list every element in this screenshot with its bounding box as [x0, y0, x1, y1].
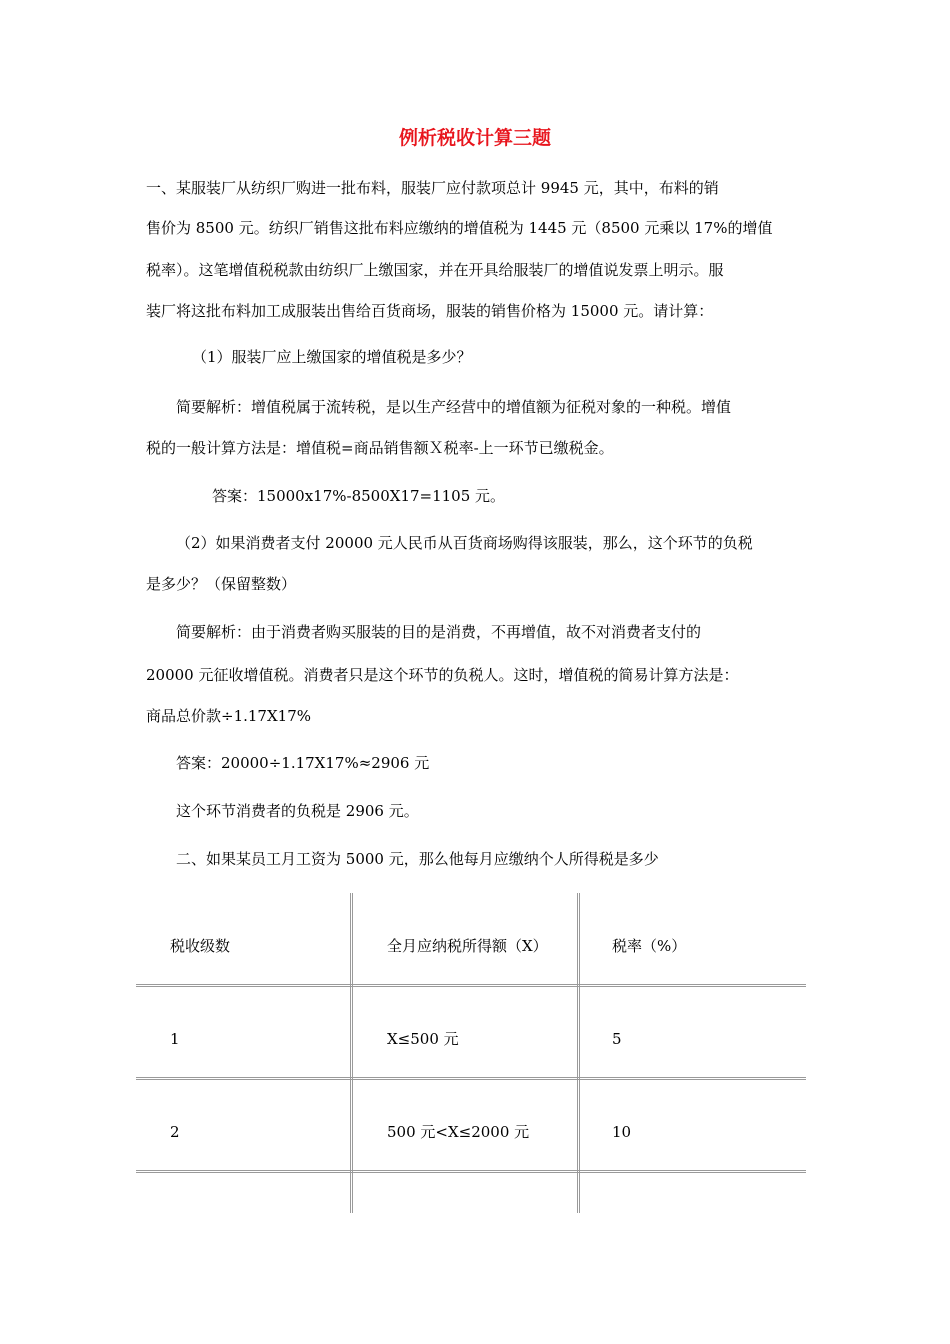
question-2-line-2: 是多少？（保留整数）: [146, 575, 297, 593]
question-2-line-1: （2）如果消费者支付 20000 元人民币从百货商场购得该服装，那么，这个环节的负税: [176, 534, 753, 552]
table-column-divider: [350, 893, 353, 1213]
problem2-question: 二、如果某员工月工资为 5000 元，那么他每月应缴纳个人所得税是多少: [176, 850, 659, 868]
analysis-1-line-1: 简要解析：增值税属于流转税，是以生产经营中的增值额为征税对象的一种税。增值: [176, 398, 732, 416]
analysis-2-line-2: 20000 元征收增值税。消费者只是这个环节的负税人。这时，增值税的简易计算方法是：: [146, 666, 739, 684]
table-header-level: 税收级数: [170, 937, 231, 955]
table-row-divider: [136, 1170, 806, 1173]
analysis-2-line-3: 商品总价款÷1.17X17%: [146, 707, 311, 725]
table-cell-level: 2: [170, 1123, 180, 1141]
problem1-line-1: 一、某服装厂从纺织厂购进一批布料，服装厂应付款项总计 9945 元，其中，布料的销: [146, 179, 719, 197]
conclusion: 这个环节消费者的负税是 2906 元。: [176, 802, 419, 820]
analysis-2-line-1: 简要解析：由于消费者购买服装的目的是消费，不再增值，故不对消费者支付的: [176, 623, 702, 641]
answer-1: 答案：15000x17%-8500X17=1105 元。: [212, 487, 506, 505]
table-cell-rate: 5: [612, 1030, 622, 1048]
problem1-line-4: 装厂将这批布料加工成服装出售给百货商场，服装的销售价格为 15000 元。请计算：: [146, 302, 714, 320]
table-row-divider: [136, 984, 806, 987]
question-1: （1）服装厂应上缴国家的增值税是多少？: [192, 348, 472, 366]
table-cell-income: X≤500 元: [387, 1030, 459, 1048]
table-header-income: 全月应纳税所得额（X）: [387, 937, 548, 955]
table-header-rate: 税率（%）: [612, 937, 687, 955]
tax-rate-table: [136, 893, 806, 1213]
table-row-divider: [136, 1077, 806, 1080]
table-cell-level: 1: [170, 1030, 180, 1048]
problem1-line-3: 税率）。这笔增值税税款由纺织厂上缴国家，并在开具给服装厂的增值说发票上明示。服: [146, 261, 724, 279]
table-column-divider: [577, 893, 580, 1213]
problem1-line-2: 售价为 8500 元。纺织厂销售这批布料应缴纳的增值税为 1445 元（8500 元乘以 17%的增值: [146, 219, 773, 237]
analysis-1-line-2: 税的一般计算方法是：增值税=商品销售额Ｘ税率-上一环节已缴税金。: [146, 439, 614, 457]
table-cell-rate: 10: [612, 1123, 632, 1141]
table-cell-income: 500 元<X≤2000 元: [387, 1123, 530, 1141]
answer-2: 答案：20000÷1.17X17%≈2906 元: [176, 754, 430, 772]
page-title: 例析税收计算三题: [398, 127, 551, 149]
